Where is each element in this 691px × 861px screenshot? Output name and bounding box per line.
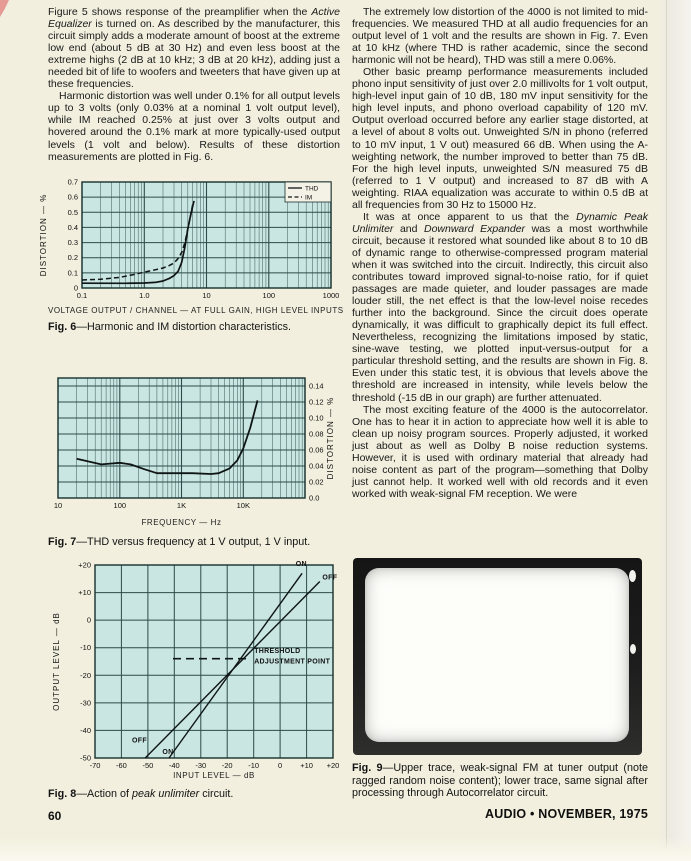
y-tick-label: -50 [80, 753, 91, 763]
fig8-axis-label: INPUT LEVEL — dB [173, 771, 255, 780]
y-tick-label: 0 [73, 283, 78, 293]
page-number: 60 [48, 809, 62, 823]
x-tick-label: 10 [202, 291, 211, 300]
scan-artifact-corner [0, 0, 9, 17]
crt-screen [365, 568, 629, 742]
photo-notch [630, 644, 636, 654]
x-tick-label: -60 [115, 761, 127, 770]
y-tick-label: 0.5 [67, 207, 78, 217]
fig6-axis-label: VOLTAGE OUTPUT / CHANNEL — AT FULL GAIN, HIGH LEVEL INPUTS [48, 306, 344, 315]
legend-entry-label: IM [305, 194, 313, 202]
left-column [48, 6, 340, 163]
y-tick-label: +20 [78, 560, 91, 570]
x-tick-label: -40 [168, 761, 180, 770]
fig7-axis-label: FREQUENCY — Hz [141, 518, 222, 527]
article-paragraph: Harmonic distortion was well under 0.1% for all output levels up to 3 volts (only 0.03% at a nominal 1 volt output level), while IM reached 0.25% at just over 3 volts output and hovered around the 0.1% mark at more typically-used output levels (1 volt and below). Results of these distortion measurements are plotted in Fig. 6. [48, 90, 340, 163]
fig9-photo [353, 558, 642, 755]
article-paragraph: It was at once apparent to us that the Dynamic Peak Unlimiter and Downward Expander was a most worthwhile circuit, because it restored what sounded like about 8 to 10 dB of dynamic range to otherwise-compressed program material when it was switched into the circuit. Indirectly, this circuit also contributes toward improved signal-to-noise ratio, for if quiet passages are made quieter, and louder passages are made louder still, the net effect is that the low-level noise recedes further into the background. Since the circuit does operate dynamically, it was difficult to graphically depict its full effect. Nevertheless, recognizing the limitations imposed by static, sine-wave testing, we plotted input-versus-output for a particular threshold setting, and the results are shown in Fig. 8. Even under this static test, it is obvious that levels above the threshold are increased in intensity, while levels below the threshold (-15 dB in our graph) are further attenuated. [352, 210, 649, 404]
x-tick-label: -50 [142, 761, 154, 770]
annotation-label: ON [295, 561, 307, 569]
y-axis-title: OUTPUT LEVEL — dB [52, 612, 61, 711]
x-tick-label: 10 [53, 501, 63, 510]
x-tick-label: -30 [195, 761, 207, 770]
annotation-label: OFF [322, 574, 338, 582]
y-tick-label: 0.6 [67, 192, 78, 202]
x-tick-label: -20 [221, 761, 233, 770]
x-tick-label: -10 [248, 761, 260, 770]
y-tick-label: 0.10 [309, 413, 324, 423]
y-tick-label: +10 [78, 588, 91, 598]
annotation-label: OFF [132, 737, 147, 745]
scan-edge-line [666, 0, 667, 861]
scan-edge-bottom [0, 837, 691, 861]
x-tick-label: 1.0 [139, 291, 150, 300]
fig8-caption: Fig. 8—Action of peak unlimiter circuit. [48, 788, 234, 800]
y-axis-title: DISTORTION — % [39, 193, 48, 277]
magazine-footer: AUDIO • NOVEMBER, 1975 [485, 807, 648, 821]
x-tick-label: +10 [300, 761, 313, 770]
y-tick-label: 0.1 [67, 268, 78, 278]
photo-notch [629, 570, 636, 582]
y-tick-label: -20 [80, 670, 91, 680]
y-tick-label: 0.0 [309, 493, 320, 503]
x-tick-label: 1K [176, 501, 187, 510]
y-tick-label: 0.7 [67, 177, 78, 187]
y-tick-label: 0.08 [309, 429, 324, 439]
y-axis-title: DISTORTION — % [326, 396, 335, 480]
x-tick-label: 10K [236, 501, 250, 510]
article-paragraph: The extremely low distortion of the 4000 is not limited to mid-frequencies. We measured THD at all audio frequencies for an output level of 1 volt and the results are shown in Fig. 7. Even at 10 kHz (where THD is rather academic, since the second harmonic will not be heard), THD was still a mere 0.06%. [352, 6, 648, 67]
x-tick-label: 1000 [322, 291, 340, 300]
y-tick-label: 0.12 [309, 397, 324, 407]
annotation-label: ON [162, 749, 174, 757]
fig6-chart [30, 168, 350, 308]
fig9-caption: Fig. 9—Upper trace, weak-signal FM at tuner output (note ragged random noise content); lower trace, same signal after processing through Autocorrelator circuit. [352, 762, 648, 800]
y-tick-label: -30 [80, 698, 91, 708]
fig8-chart [30, 558, 370, 778]
y-tick-label: 0.4 [67, 222, 78, 232]
y-tick-label: 0.3 [67, 238, 78, 248]
x-tick-label: -70 [89, 761, 101, 770]
x-tick-label: 0 [278, 761, 283, 770]
annotation-label: ADJUSTMENT POINT [254, 658, 331, 666]
legend-entry-label: THD [305, 185, 319, 193]
y-tick-label: 0.14 [309, 381, 324, 391]
scan-edge-right [657, 0, 691, 861]
fig7-chart [30, 372, 380, 512]
y-tick-label: -40 [80, 725, 91, 735]
article-paragraph: The most exciting feature of the 4000 is the autocorrelator. One has to hear it in action to appreciate how well it is able to clean up noisy program sources. Properly adjusted, it worked just about as well as Dolby B noise reduction systems. However, it is used with ordinary material that already had noise content as part of the program—something that Dolby just cannot help. It worked well with old records and it even worked with weak-signal FM reception. We were [352, 403, 648, 500]
fig7-caption: Fig. 7—THD versus frequency at 1 V output, 1 V input. [48, 536, 311, 548]
y-tick-label: 0.04 [309, 461, 324, 471]
right-column [352, 6, 648, 500]
y-tick-label: 0.06 [309, 445, 324, 455]
y-tick-label: -10 [80, 643, 91, 653]
x-tick-label: +20 [326, 761, 340, 770]
fig6-caption: Fig. 6—Harmonic and IM distortion characteristics. [48, 321, 292, 333]
article-paragraph: Figure 5 shows response of the preamplifier when the Active Equalizer is turned on. As described by the manufacturer, this circuit simply adds a moderate amount of boost at the extreme low end (about 5 dB at 30 Hz) and even less boost at the extreme highs (2 dB at 10 kHz; 3 dB at 20 kHz), adding just a needed bit of life to woofers and tweeters that have given up at these frequencies. [48, 6, 340, 91]
x-tick-label: 0.1 [76, 291, 88, 300]
y-tick-label: 0.2 [67, 253, 78, 263]
article-paragraph: Other basic preamp performance measurements included phono input sensitivity of just over 2.0 millivolts for 1 volt output, high-level input gain of 10 dB, 180 mV input sensitivity for the high level inputs, and phono overload capability of 120 mV. Output overload occurred before any earlier stage distorted, at a level of about 8 volts out. Unweighted S/N in phono (referred to 10 mV input, 1 V out) measured 66 dB. When using the A-weighting network, the number improved to better than 75 dB. For the high level inputs, unweighted S/N measured 75 dB (referred to 1 V output) and increased to 87 dB with A weighting. RIAA equalization was accurate to within 0.5 dB at all frequencies from 30 Hz to 15000 Hz. [352, 66, 648, 211]
y-tick-label: 0.02 [309, 477, 324, 487]
annotation-label: THRESHOLD [254, 648, 301, 656]
y-tick-label: 0 [86, 615, 91, 625]
x-tick-label: 100 [113, 501, 127, 510]
x-tick-label: 100 [262, 291, 276, 300]
